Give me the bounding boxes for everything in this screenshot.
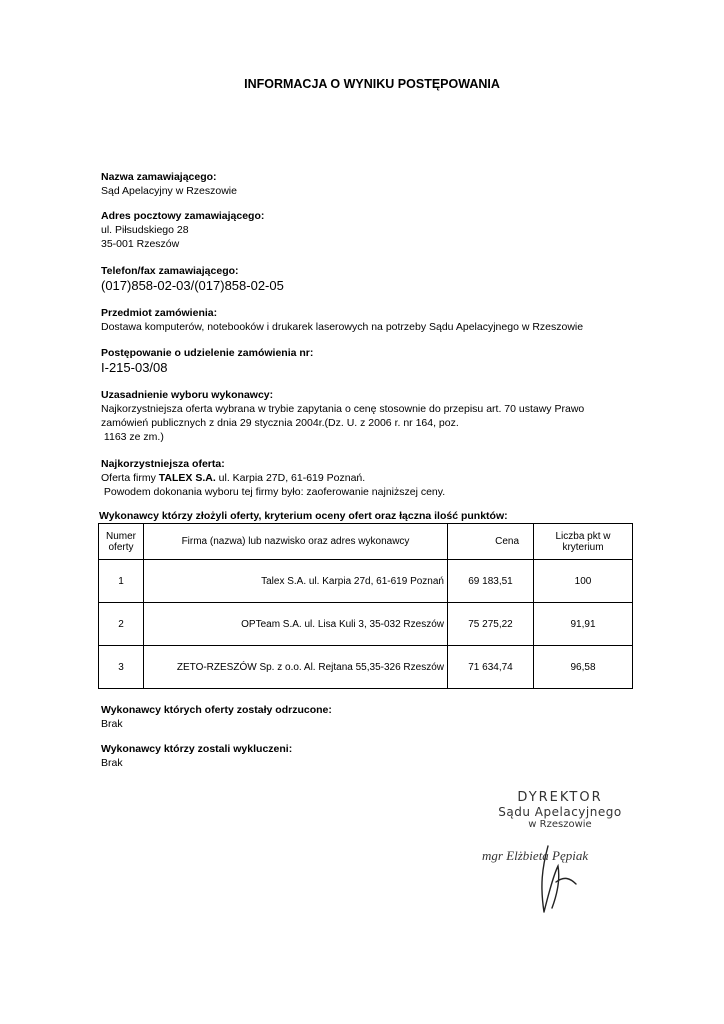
offer-price: 71 634,74 [448, 646, 534, 689]
excluded-value: Brak [101, 757, 123, 769]
rejected-section [101, 703, 332, 731]
procedure-section [101, 346, 313, 376]
offer-points: 100 [534, 560, 633, 603]
offer-points: 91,91 [534, 603, 633, 646]
ordering-party-value: Sąd Apelacyjny w Rzeszowie [101, 185, 237, 197]
phone-section [101, 264, 284, 294]
offers-table-header [99, 524, 633, 560]
best-offer-line [101, 471, 445, 485]
stamp-line1: DYREKTOR [517, 790, 603, 805]
rejected-value: Brak [101, 718, 123, 730]
best-offer-section [101, 457, 445, 499]
offers-table [98, 523, 633, 689]
best-offer-company: TALEX S.A. [158, 472, 216, 484]
ordering-party-section [101, 170, 237, 198]
justification-section [101, 388, 584, 444]
stamp-line3: w Rzeszowie [528, 819, 592, 830]
offer-points: 96,58 [534, 646, 633, 689]
offer-company: OPTeam S.A. ul. Lisa Kuli 3, 35-032 Rzeszów [144, 603, 448, 646]
offer-price: 69 183,51 [448, 560, 534, 603]
table-row [99, 560, 633, 603]
justification-line1: Najkorzystniejsza oferta wybrana w trybie zapytania o cenę stosownie do przepisu art. 70 ustawy Prawo [101, 403, 585, 415]
phone-label: Telefon/fax zamawiającego: [101, 265, 239, 277]
subject-section [101, 306, 583, 334]
best-offer-reason: Powodem dokonania wyboru tej firmy było: zaoferowanie najniższej ceny. [101, 486, 446, 498]
offers-table-caption: Wykonawcy którzy złożyli oferty, kryterium oceny ofert oraz łączna ilość punktów: [99, 510, 508, 522]
excluded-label: Wykonawcy którzy zostali wykluczeni: [101, 743, 293, 755]
table-row [99, 603, 633, 646]
header-points: Liczba pkt w kryterium [534, 524, 633, 560]
address-label: Adres pocztowy zamawiającego: [101, 210, 265, 222]
subject-label: Przedmiot zamówienia: [101, 307, 218, 319]
offer-company: ZETO-RZESZÓW Sp. z o.o. Al. Rejtana 55,35-326 Rzeszów [144, 646, 448, 689]
procedure-label: Postępowanie o udzielenie zamówienia nr: [101, 347, 314, 359]
header-offer-number: Numer oferty [99, 524, 144, 560]
address-section [101, 209, 264, 251]
handwritten-signature [520, 838, 590, 918]
procedure-number: I-215-03/08 [101, 360, 168, 375]
offer-number: 1 [99, 560, 144, 603]
justification-label: Uzasadnienie wyboru wykonawcy: [101, 389, 274, 401]
header-company: Firma (nazwa) lub nazwisko oraz adres wykonawcy [144, 524, 448, 560]
offer-number: 2 [99, 603, 144, 646]
address-line1: ul. Piłsudskiego 28 [101, 224, 189, 236]
table-row [99, 646, 633, 689]
rejected-label: Wykonawcy których oferty zostały odrzucone: [101, 704, 332, 716]
signature-name: mgr Elżbieta Pępiak [482, 848, 589, 863]
stamp-line2: Sądu Apelacyjnego [498, 805, 622, 819]
best-offer-address: ul. Karpia 27D, 61-619 Poznań. [215, 472, 366, 484]
subject-value: Dostawa komputerów, notebooków i drukarek laserowych na potrzeby Sądu Apelacyjnego w Rzeszowie [101, 321, 584, 333]
document-title: INFORMACJA O WYNIKU POSTĘPOWANIA [244, 77, 500, 91]
address-line2: 35-001 Rzeszów [101, 238, 180, 250]
offer-price: 75 275,22 [448, 603, 534, 646]
justification-line2: zamówień publicznych z dnia 29 stycznia 2004r.(Dz. U. z 2006 r. nr 164, poz. [101, 417, 459, 429]
offer-company: Talex S.A. ul. Karpia 27d, 61-619 Poznań [144, 560, 448, 603]
phone-value: (017)858-02-03/(017)858-02-05 [101, 278, 284, 293]
justification-line3: 1163 ze zm.) [101, 431, 164, 443]
offer-number: 3 [99, 646, 144, 689]
header-price: Cena [448, 524, 534, 560]
director-stamp [470, 790, 650, 830]
best-offer-prefix: Oferta firmy [101, 472, 159, 484]
excluded-section [101, 742, 292, 770]
best-offer-label: Najkorzystniejsza oferta: [101, 458, 225, 470]
ordering-party-label: Nazwa zamawiającego: [101, 171, 217, 183]
